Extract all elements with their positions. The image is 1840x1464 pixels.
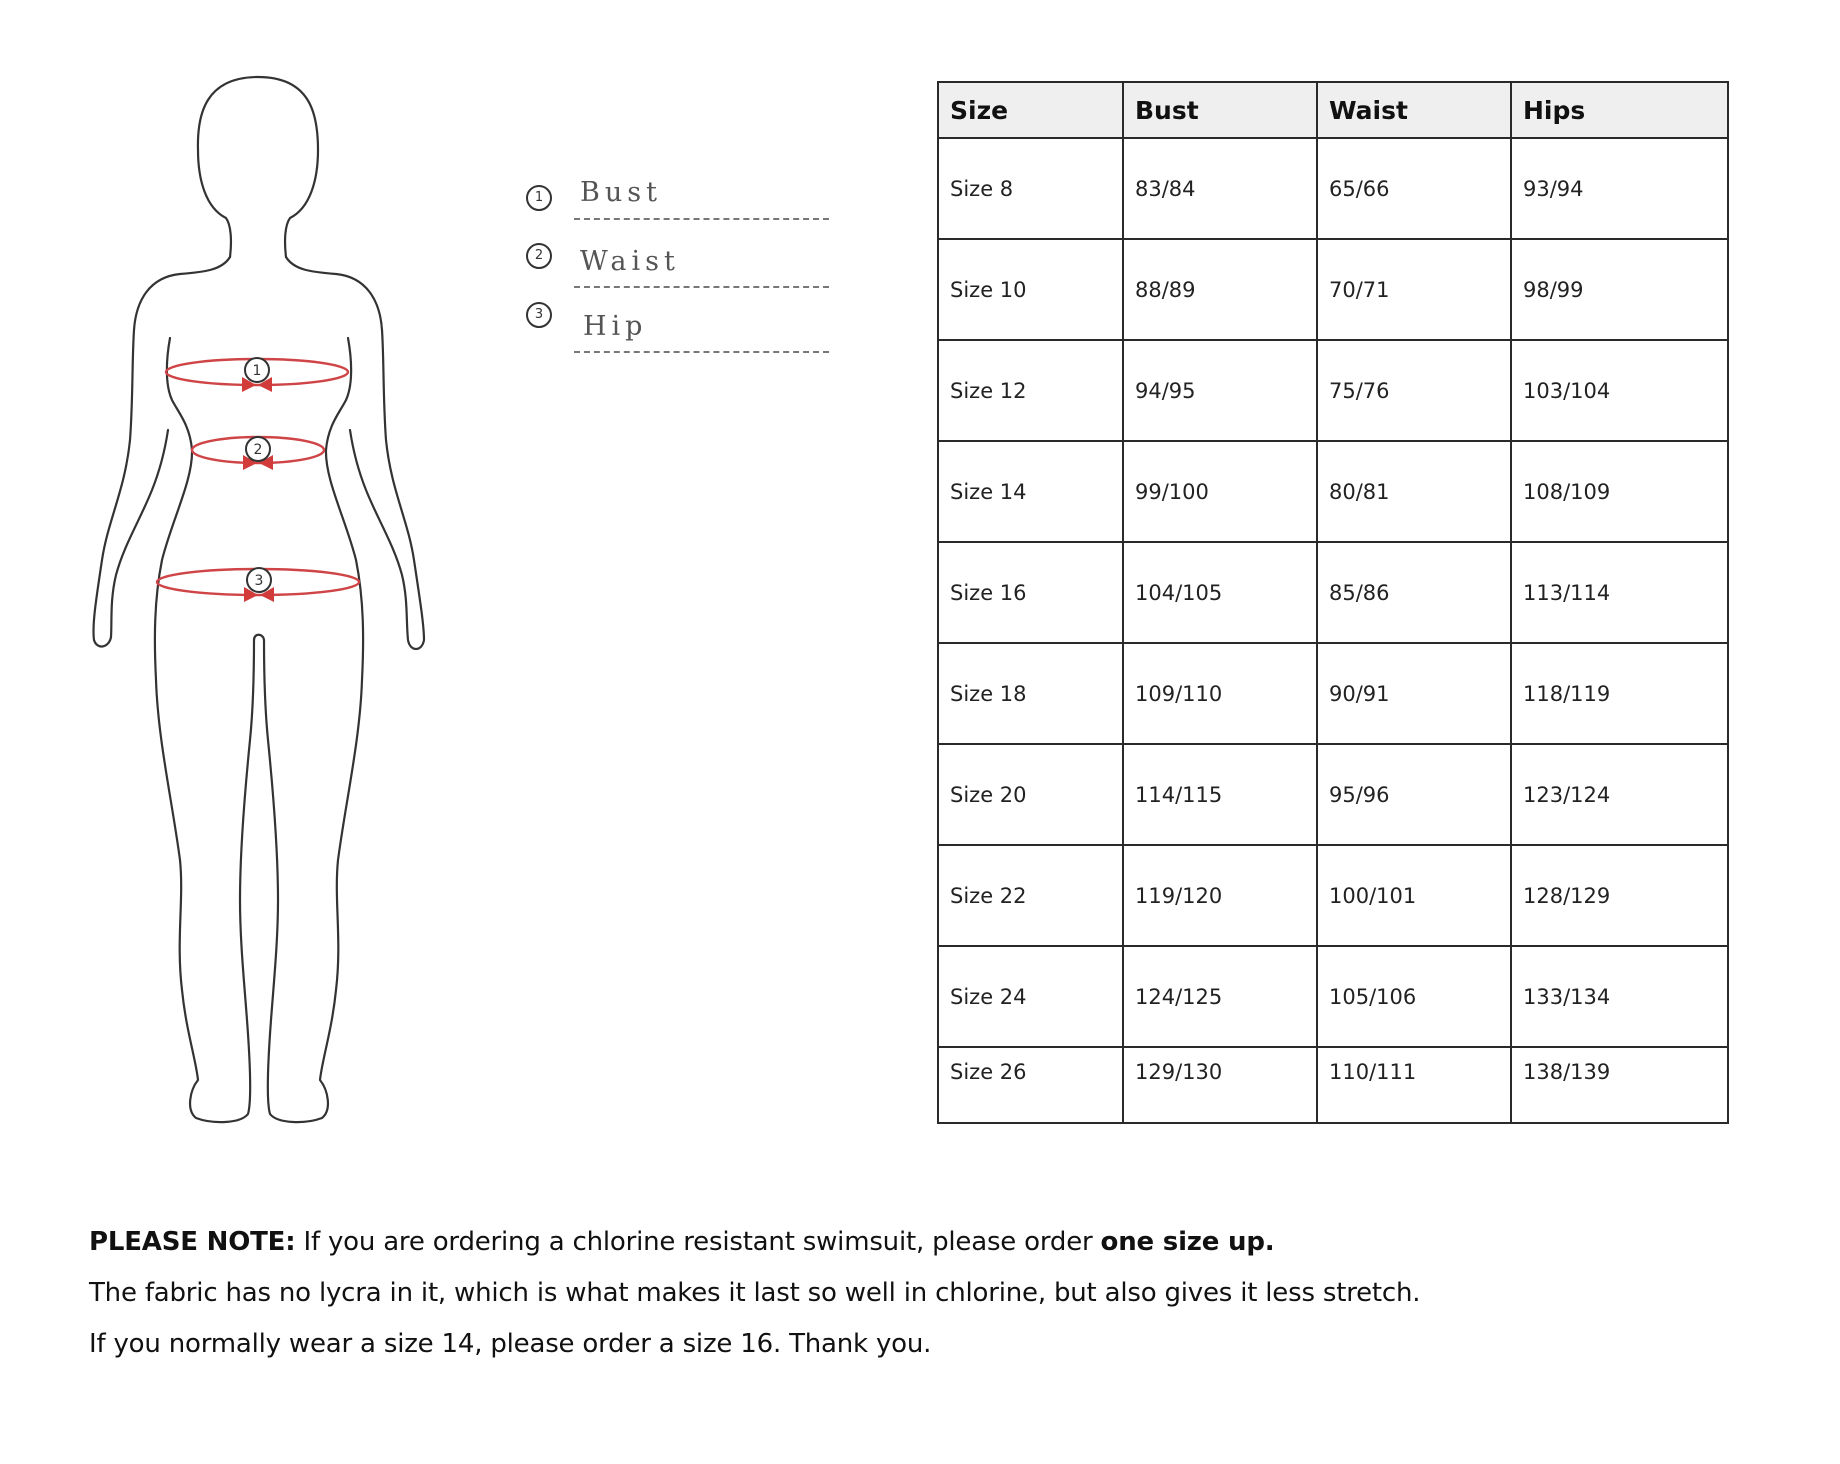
measurement-legend [510,170,850,370]
cell-hips: 138/139 [1511,1047,1728,1123]
figure-head-outline [198,77,318,257]
cell-bust: 94/95 [1123,340,1317,441]
note-line-1 [89,1222,1789,1273]
cell-size: Size 18 [938,643,1123,744]
figure-right-arm-outline [286,257,424,649]
column-header-size: Size [938,82,1123,138]
table-row [938,1047,1728,1123]
cell-waist: 85/86 [1317,542,1511,643]
cell-hips: 128/129 [1511,845,1728,946]
legend-dash-divider [574,218,829,220]
cell-bust: 109/110 [1123,643,1317,744]
legend-label-waist: Waist [580,246,680,277]
legend-label-bust: Bust [580,177,662,208]
cell-hips: 98/99 [1511,239,1728,340]
cell-hips: 103/104 [1511,340,1728,441]
cell-hips: 123/124 [1511,744,1728,845]
legend-item-waist [510,230,840,280]
legend-label-hip: Hip [583,311,648,342]
table-row [938,845,1728,946]
cell-waist: 100/101 [1317,845,1511,946]
table-row [938,744,1728,845]
hip-marker-number: 3 [254,573,264,589]
cell-hips: 118/119 [1511,643,1728,744]
figure-left-arm-outline [93,257,230,646]
table-row [938,643,1728,744]
cell-size: Size 20 [938,744,1123,845]
cell-size: Size 26 [938,1047,1123,1123]
body-measurement-figure [0,0,460,1140]
cell-size: Size 12 [938,340,1123,441]
note-line-2: The fabric has no lycra in it, which is what makes it last so well in chlorine, but also gives it less stretch. [89,1278,1421,1308]
table-row [938,138,1728,239]
cell-bust: 119/120 [1123,845,1317,946]
waist-marker-number: 2 [253,442,263,458]
cell-bust: 114/115 [1123,744,1317,845]
column-header-waist: Waist [1317,82,1511,138]
legend-dash-divider [574,286,829,288]
bust-marker-number: 1 [252,363,262,379]
legend-number-1-icon: 1 [526,185,552,211]
size-chart-table [937,81,1729,1124]
cell-hips: 113/114 [1511,542,1728,643]
cell-bust: 83/84 [1123,138,1317,239]
column-header-hips: Hips [1511,82,1728,138]
cell-hips: 108/109 [1511,441,1728,542]
note-label: PLEASE NOTE: [89,1227,296,1257]
cell-size: Size 22 [938,845,1123,946]
cell-bust: 124/125 [1123,946,1317,1047]
cell-waist: 95/96 [1317,744,1511,845]
cell-waist: 90/91 [1317,643,1511,744]
cell-bust: 88/89 [1123,239,1317,340]
column-header-bust: Bust [1123,82,1317,138]
cell-waist: 105/106 [1317,946,1511,1047]
table-row [938,239,1728,340]
note-emphasis: one size up. [1100,1227,1275,1257]
table-row [938,441,1728,542]
cell-size: Size 8 [938,138,1123,239]
cell-waist: 65/66 [1317,138,1511,239]
table-row [938,542,1728,643]
legend-number-3-icon: 3 [526,302,552,328]
table-header-row [938,82,1728,138]
table-row [938,946,1728,1047]
note-line-3: If you normally wear a size 14, please order a size 16. Thank you. [89,1329,932,1359]
legend-dash-divider [574,351,829,353]
cell-hips: 133/134 [1511,946,1728,1047]
cell-waist: 75/76 [1317,340,1511,441]
note-line-1-text: If you are ordering a chlorine resistant swimsuit, please order [295,1227,1101,1257]
cell-size: Size 14 [938,441,1123,542]
cell-bust: 99/100 [1123,441,1317,542]
legend-number-2-icon: 2 [526,243,552,269]
sizing-note [89,1222,1789,1375]
cell-size: Size 16 [938,542,1123,643]
cell-size: Size 10 [938,239,1123,340]
cell-waist: 70/71 [1317,239,1511,340]
cell-waist: 80/81 [1317,441,1511,542]
legend-item-bust [510,170,840,220]
cell-size: Size 24 [938,946,1123,1047]
cell-hips: 93/94 [1511,138,1728,239]
cell-bust: 129/130 [1123,1047,1317,1123]
cell-waist: 110/111 [1317,1047,1511,1123]
table-row [938,340,1728,441]
cell-bust: 104/105 [1123,542,1317,643]
legend-item-hip [510,290,840,340]
